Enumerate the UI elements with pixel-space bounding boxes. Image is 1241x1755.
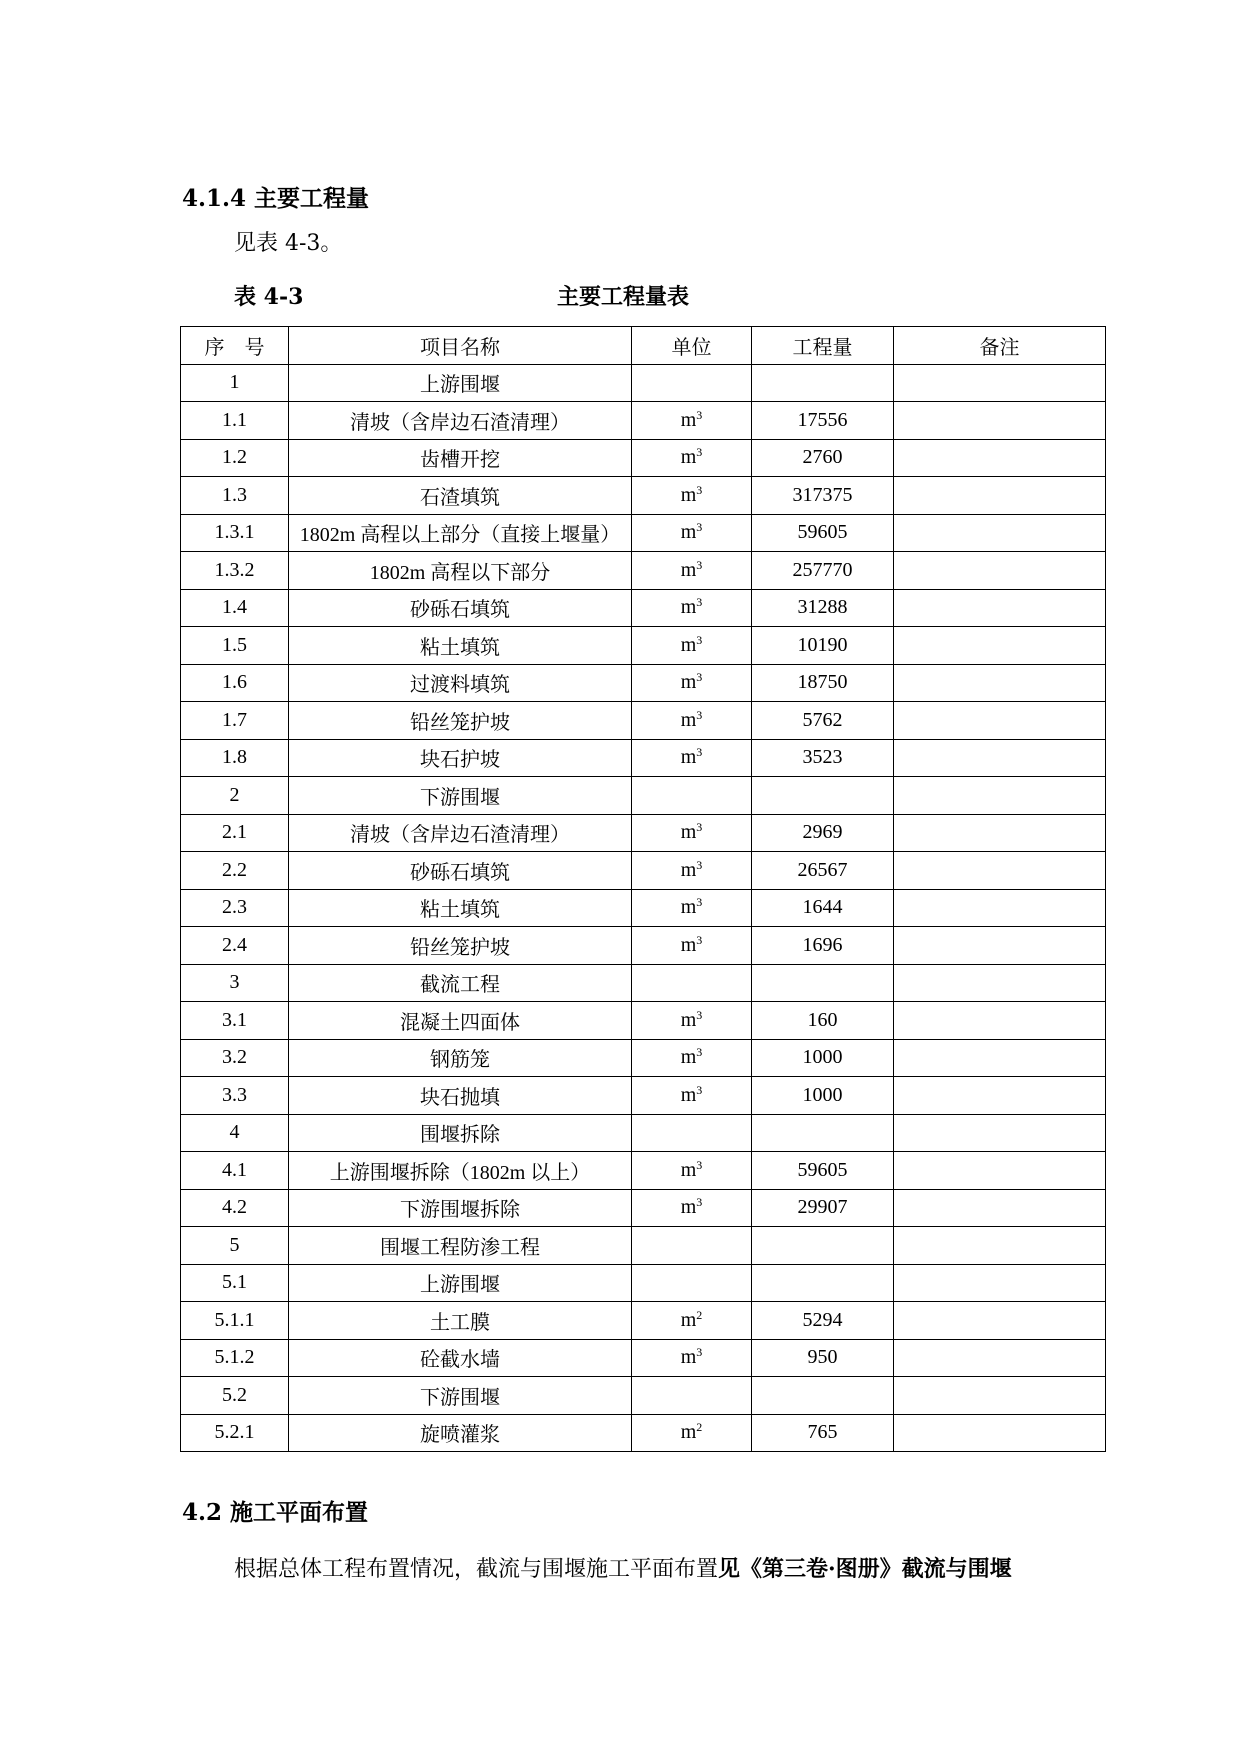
- cell-name: 围堰工程防渗工程: [289, 1227, 632, 1265]
- cell-remark: [894, 364, 1106, 402]
- cell-qty: [752, 1227, 894, 1265]
- cell-no: 2.4: [181, 927, 289, 965]
- cell-qty: 29907: [752, 1189, 894, 1227]
- cell-unit: $m^3$: [632, 1152, 752, 1190]
- cell-unit: $m^2$: [632, 1302, 752, 1340]
- cell-qty: 160: [752, 1002, 894, 1040]
- body-paragraph: [234, 1552, 1012, 1583]
- cell-name: 1802m 高程以下部分: [289, 552, 632, 590]
- cell-remark: [894, 1039, 1106, 1077]
- cell-name: 清坡（含岸边石渣清理）: [289, 402, 632, 440]
- cell-remark: [894, 1302, 1106, 1340]
- see-table-paragraph: 见表 4-3。: [234, 231, 343, 256]
- cell-no: 1.3: [181, 477, 289, 515]
- cell-no: 5.1: [181, 1264, 289, 1302]
- table-row: [181, 1414, 1106, 1452]
- table-row: [181, 1152, 1106, 1190]
- cell-remark: [894, 1377, 1106, 1415]
- cell-remark: [894, 1414, 1106, 1452]
- cell-name: 上游围堰拆除（1802m 以上）: [289, 1152, 632, 1190]
- table-row: [181, 702, 1106, 740]
- cell-qty: 317375: [752, 477, 894, 515]
- cell-name: 铅丝笼护坡: [289, 927, 632, 965]
- cell-no: 2.3: [181, 889, 289, 927]
- table-row: [181, 889, 1106, 927]
- section-heading-4-2: 4.2 施工平面布置: [182, 1499, 369, 1526]
- cell-no: 1.3.1: [181, 514, 289, 552]
- cell-unit: $m^3$: [632, 627, 752, 665]
- cell-qty: 1644: [752, 889, 894, 927]
- cell-no: 4.1: [181, 1152, 289, 1190]
- section-heading-4-1-4: 4.1.4 主要工程量: [182, 185, 370, 212]
- cell-remark: [894, 702, 1106, 740]
- cell-unit: [632, 964, 752, 1002]
- cell-name: 粘土填筑: [289, 627, 632, 665]
- body-text-bold: 见《第三卷·图册》截流与围堰: [718, 1556, 1012, 1582]
- cell-unit: [632, 364, 752, 402]
- cell-remark: [894, 1264, 1106, 1302]
- cell-no: 5.1.1: [181, 1302, 289, 1340]
- cell-remark: [894, 627, 1106, 665]
- cell-no: 1.6: [181, 664, 289, 702]
- cell-no: 4: [181, 1114, 289, 1152]
- cell-unit: $m^3$: [632, 552, 752, 590]
- table-row: [181, 1227, 1106, 1265]
- cell-unit: $m^3$: [632, 477, 752, 515]
- cell-unit: $m^3$: [632, 1189, 752, 1227]
- cell-remark: [894, 927, 1106, 965]
- cell-no: 3.1: [181, 1002, 289, 1040]
- cell-unit: $m^3$: [632, 1002, 752, 1040]
- cell-remark: [894, 1077, 1106, 1115]
- table-row: [181, 589, 1106, 627]
- cell-unit: $m^2$: [632, 1414, 752, 1452]
- cell-remark: [894, 1152, 1106, 1190]
- cell-unit: [632, 1264, 752, 1302]
- cell-qty: 2969: [752, 814, 894, 852]
- table-row: [181, 964, 1106, 1002]
- cell-unit: $m^3$: [632, 402, 752, 440]
- cell-name: 块石抛填: [289, 1077, 632, 1115]
- cell-qty: [752, 1264, 894, 1302]
- table-row: [181, 1339, 1106, 1377]
- cell-qty: 1000: [752, 1039, 894, 1077]
- table-row: [181, 364, 1106, 402]
- cell-qty: 765: [752, 1414, 894, 1452]
- table-row: [181, 1189, 1106, 1227]
- cell-qty: 59605: [752, 1152, 894, 1190]
- cell-unit: $m^3$: [632, 589, 752, 627]
- cell-remark: [894, 514, 1106, 552]
- table-row: [181, 814, 1106, 852]
- cell-qty: 257770: [752, 552, 894, 590]
- cell-no: 5.1.2: [181, 1339, 289, 1377]
- cell-no: 5: [181, 1227, 289, 1265]
- cell-no: 1.8: [181, 739, 289, 777]
- cell-no: 3.2: [181, 1039, 289, 1077]
- cell-no: 1.2: [181, 439, 289, 477]
- cell-no: 2.1: [181, 814, 289, 852]
- cell-no: 5.2.1: [181, 1414, 289, 1452]
- cell-name: 砂砾石填筑: [289, 589, 632, 627]
- cell-unit: $m^3$: [632, 664, 752, 702]
- cell-unit: $m^3$: [632, 889, 752, 927]
- cell-name: 截流工程: [289, 964, 632, 1002]
- table-caption-label: 表 4-3: [234, 284, 304, 310]
- cell-unit: $m^3$: [632, 814, 752, 852]
- cell-qty: 3523: [752, 739, 894, 777]
- table-row: [181, 477, 1106, 515]
- cell-name: 粘土填筑: [289, 889, 632, 927]
- cell-name: 下游围堰: [289, 1377, 632, 1415]
- table-row: [181, 402, 1106, 440]
- cell-qty: 950: [752, 1339, 894, 1377]
- table-row: [181, 927, 1106, 965]
- cell-qty: 31288: [752, 589, 894, 627]
- cell-remark: [894, 1002, 1106, 1040]
- cell-qty: 5762: [752, 702, 894, 740]
- cell-name: 石渣填筑: [289, 477, 632, 515]
- cell-no: 1.5: [181, 627, 289, 665]
- cell-remark: [894, 477, 1106, 515]
- cell-qty: 26567: [752, 852, 894, 890]
- cell-remark: [894, 402, 1106, 440]
- table-row: [181, 627, 1106, 665]
- table-row: [181, 514, 1106, 552]
- header-name: 项目名称: [289, 327, 632, 365]
- cell-unit: $m^3$: [632, 702, 752, 740]
- cell-qty: [752, 364, 894, 402]
- table-row: [181, 1264, 1106, 1302]
- cell-qty: 1000: [752, 1077, 894, 1115]
- cell-unit: [632, 777, 752, 815]
- cell-qty: [752, 1114, 894, 1152]
- table-row: [181, 552, 1106, 590]
- cell-name: 铅丝笼护坡: [289, 702, 632, 740]
- cell-name: 下游围堰拆除: [289, 1189, 632, 1227]
- cell-remark: [894, 777, 1106, 815]
- cell-no: 1.7: [181, 702, 289, 740]
- cell-no: 1.4: [181, 589, 289, 627]
- table-row: [181, 852, 1106, 890]
- cell-unit: $m^3$: [632, 514, 752, 552]
- cell-name: 砼截水墙: [289, 1339, 632, 1377]
- cell-no: 3: [181, 964, 289, 1002]
- cell-qty: 18750: [752, 664, 894, 702]
- cell-qty: [752, 777, 894, 815]
- cell-remark: [894, 852, 1106, 890]
- cell-unit: $m^3$: [632, 739, 752, 777]
- cell-no: 3.3: [181, 1077, 289, 1115]
- cell-no: 1: [181, 364, 289, 402]
- header-remark: 备注: [894, 327, 1106, 365]
- cell-name: 混凝土四面体: [289, 1002, 632, 1040]
- cell-name: 上游围堰: [289, 1264, 632, 1302]
- cell-qty: 1696: [752, 927, 894, 965]
- table-row: [181, 1002, 1106, 1040]
- cell-unit: [632, 1114, 752, 1152]
- cell-name: 土工膜: [289, 1302, 632, 1340]
- cell-remark: [894, 814, 1106, 852]
- table-header-row: [181, 327, 1106, 365]
- cell-no: 2.2: [181, 852, 289, 890]
- cell-name: 清坡（含岸边石渣清理）: [289, 814, 632, 852]
- cell-name: 砂砾石填筑: [289, 852, 632, 890]
- cell-qty: 17556: [752, 402, 894, 440]
- cell-name: 旋喷灌浆: [289, 1414, 632, 1452]
- cell-remark: [894, 1114, 1106, 1152]
- cell-unit: $m^3$: [632, 1077, 752, 1115]
- table-row: [181, 1077, 1106, 1115]
- cell-name: 上游围堰: [289, 364, 632, 402]
- cell-name: 钢筋笼: [289, 1039, 632, 1077]
- cell-remark: [894, 1189, 1106, 1227]
- table-row: [181, 1039, 1106, 1077]
- cell-unit: $m^3$: [632, 1339, 752, 1377]
- table-row: [181, 777, 1106, 815]
- cell-no: 1.3.2: [181, 552, 289, 590]
- cell-remark: [894, 552, 1106, 590]
- cell-qty: 59605: [752, 514, 894, 552]
- cell-unit: $m^3$: [632, 927, 752, 965]
- cell-remark: [894, 1339, 1106, 1377]
- cell-remark: [894, 889, 1106, 927]
- cell-name: 下游围堰: [289, 777, 632, 815]
- cell-unit: $m^3$: [632, 1039, 752, 1077]
- table-row: [181, 1302, 1106, 1340]
- cell-qty: [752, 1377, 894, 1415]
- table-row: [181, 739, 1106, 777]
- table-caption-title: 主要工程量表: [557, 284, 690, 310]
- cell-qty: 10190: [752, 627, 894, 665]
- quantity-table: [180, 326, 1106, 1452]
- cell-unit: $m^3$: [632, 852, 752, 890]
- header-no: 序 号: [181, 327, 289, 365]
- body-text-regular: 根据总体工程布置情况，截流与围堰施工平面布置: [234, 1557, 719, 1582]
- cell-name: 过渡料填筑: [289, 664, 632, 702]
- header-qty: 工程量: [752, 327, 894, 365]
- cell-unit: [632, 1377, 752, 1415]
- table-row: [181, 1114, 1106, 1152]
- cell-remark: [894, 664, 1106, 702]
- cell-remark: [894, 589, 1106, 627]
- cell-unit: [632, 1227, 752, 1265]
- cell-no: 2: [181, 777, 289, 815]
- table-row: [181, 1377, 1106, 1415]
- table-row: [181, 439, 1106, 477]
- cell-name: 1802m 高程以上部分（直接上堰量）: [289, 514, 632, 552]
- cell-remark: [894, 964, 1106, 1002]
- cell-name: 围堰拆除: [289, 1114, 632, 1152]
- cell-qty: [752, 964, 894, 1002]
- cell-no: 4.2: [181, 1189, 289, 1227]
- cell-unit: $m^3$: [632, 439, 752, 477]
- cell-qty: 5294: [752, 1302, 894, 1340]
- cell-qty: 2760: [752, 439, 894, 477]
- cell-no: 1.1: [181, 402, 289, 440]
- cell-name: 齿槽开挖: [289, 439, 632, 477]
- table-row: [181, 664, 1106, 702]
- header-unit: 单位: [632, 327, 752, 365]
- cell-name: 块石护坡: [289, 739, 632, 777]
- cell-no: 5.2: [181, 1377, 289, 1415]
- cell-remark: [894, 1227, 1106, 1265]
- cell-remark: [894, 739, 1106, 777]
- cell-remark: [894, 439, 1106, 477]
